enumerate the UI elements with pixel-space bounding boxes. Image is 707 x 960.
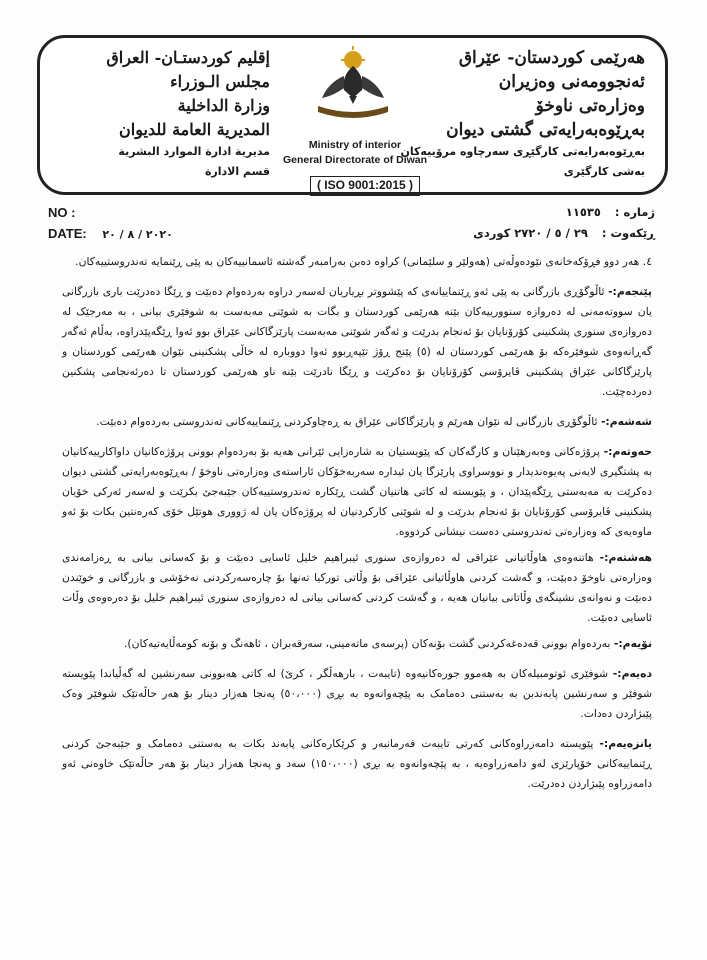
paragraph-9: [62, 634, 652, 654]
paragraph-7-label: حەوتەم:-: [603, 445, 652, 458]
number-value: ١١٥٣٥: [565, 205, 601, 219]
paragraph-11-text: پێویستە دامەزراوەکانی کەرتی تایبەت فەرمانبەر و کرێکارەکانی پابەند بکات بە بەستنی دەمامک و جێبەجێ کردنی ڕێنماییەکانی خۆپارێزی لەو دامەزراوەیە ، بە پێچەوانەوە بە بڕی (١٥٠،٠٠٠) سەد و پەنجا هەزار دینار بۆ هەر حاڵەتێک خاوەنی ئەو دامەزراوە پێبژاردن دەدرێت.: [62, 737, 652, 790]
paragraph-11-label: یانزەیەم:-: [599, 737, 652, 750]
paragraph-5-label: پێنجەم:-: [608, 285, 652, 298]
paragraph-7: [62, 442, 652, 542]
date-label: DATE:: [48, 226, 87, 241]
paragraph-8-text: هاتنەوەی هاوڵاتیانی عێراقی لە دەروازەی سنوری ئیبراهیم خلیل ئاسایی دەبێت و بۆ کەسانی بیانی بە ڕەزامەندی وەزارەتی ناوخۆ دەبێت، و گەشت کردنی هاوڵاتیانی عێراقی بۆ وڵاتی تورکیا تەنها بۆ چارەسەرکردنی نەخۆشی و بازرگانی و خوێندن دەبێت و نەوانەی نشینگەی وڵاتانی بیانیان هەیە ، و گەشت کردنی کەسانی بیانی لە دەروازەی سنوری ئیبراهیم خلیل بۆ دەرەوەی وڵات ئاسایی دەبێت.: [62, 551, 652, 624]
arabic-line-6: قسم الادارة: [204, 165, 270, 178]
no-label: NO :: [48, 205, 76, 220]
paragraph-6-label: شەشەم:-: [600, 415, 652, 428]
kurdish-line-6: بەشی کارگێری: [563, 165, 645, 178]
paragraph-10-label: دەیەم:-: [612, 667, 652, 680]
english-line-1: Ministry of interior: [308, 139, 402, 151]
kurdish-line-5: بەڕێوەبەرایەتی کارگێڕی سەرچاوە مرۆییەکان: [400, 145, 645, 158]
number-row: [473, 202, 655, 223]
paragraph-7-text: پرۆژەکانی وەبەرهێنان و کارگەکان کە پێویستیان بە شارەزایی ئێرانی هەیە بۆ بەردەوام بوونی پرۆژەکانیان داواکارییەکانیان بە پشتگیری لایەنی پەیوەندیدار و نووسراوی پارێزگا یان ئیدارە سەربەخۆکان ئاراستەی وەزارەتی ناوخۆ / بەڕێوەبەرایەتی گشتی دیوان دەکرێت بە مەبەستی ڕێگەپێدان ، و پێویستە لە کاتی هاتنیان گشت ڕێکارە تەندروستییەکان جێبەجێ بکرێت و لەسەر ئەرکی خۆیان پشکنینی ڤایرۆسی کۆرۆنایان بۆ ئەنجام بدرێت و لە شوێنی کارکردنیان لە پرۆژەکان یان لە ژووری هوتێل خۆی کەرەنتین بکات بۆ ئەو ماوەیەی کە وەزارەتی تەندروستی دەست نیشانی کردووە.: [62, 445, 652, 538]
arabic-line-4: المديرية العامة للديوان: [119, 120, 270, 139]
paragraph-5: [62, 282, 652, 402]
kurdish-line-2: ئەنجوومەنی وەزیران: [498, 72, 645, 92]
kurdish-date-row: [473, 223, 655, 244]
reference-kurdish: [473, 202, 655, 244]
paragraph-9-label: نۆیەم:-: [613, 637, 652, 650]
arabic-line-2: مجلس الـوزراء: [170, 72, 270, 91]
kurdistan-emblem-icon: [308, 46, 398, 124]
kurdish-date-value: ٢٩ / ٥ / ٢٧٢٠ کوردی: [473, 226, 588, 240]
letter-body: [62, 252, 652, 804]
iso-badge: ( ISO 9001:2015 ): [310, 176, 420, 196]
kurdish-line-3: وەزارەتی ناوخۆ: [535, 96, 645, 116]
reference-latin: [48, 202, 173, 245]
paragraph-11: [62, 734, 652, 794]
kurdish-date-label: ڕێکەوت :: [601, 226, 655, 240]
kurdish-line-4: بەڕێوەبەرایەتی گشتی دیوان: [446, 120, 645, 140]
number-label: ژمارە :: [614, 205, 655, 219]
english-letterhead: [275, 138, 435, 168]
english-line-2: General Directorate of Diwan: [282, 154, 428, 166]
kurdish-line-1: هەرێمی کوردستان- عێراق: [458, 48, 645, 68]
kurdish-letterhead: [400, 46, 645, 182]
date-row: [48, 223, 173, 245]
letterhead: [37, 35, 668, 195]
paragraph-8-label: هەشتەم:-: [599, 551, 652, 564]
paragraph-8: [62, 548, 652, 628]
paragraph-9-text: بەردەوام بوونی قەدەغەکردنی گشت بۆنەکان (پرسەی ماتەمینی، سەرقەبران ، ئاهەنگ و بۆنە کومەڵایەتیەکان).: [123, 637, 614, 650]
paragraph-5-text: ئاڵوگۆڕی بازرگانی بە پێی ئەو ڕێنماییانەی کە پێشووتر بڕیاریان لەسەر دراوە بەردەوام دەبێت و ڕێگا دەدرێت باری بازرگانی یان سووتەمەنی لە دەروازە سنوورییەکان بێنە هەرێمی کوردستان و بگات بە شوێنی مەبەست بە شوفێری بیانی ، بە مەرجێک لە دەروازەی سنوری پشکنینی کۆرۆنایان بۆ ئەنجام بدرێت و ئەگەر شوێنی مەبەست پارێزگاکانی عێراق بوو ئەوا ڕێگەپێدراوە، بەڵام ئەگەر گەڕانەوەی شوفێرەکە بۆ هەرێمی کوردستان لە (٥) پێنج ڕۆژ تێپەڕبوو ئەوا دووبارە لە خاڵی پشکنینی نێوان هەرێمی کوردستان و پارێزگاکانی عێراق پشکنینی ڤایرۆسی کۆرۆنایان بۆ دەکرێت و ڕێگا نادرێت بێنە ناو هەرێمی کوردستان تا دەرئەنجامی پشکنین دەردەچێت.: [62, 285, 653, 398]
paragraph-10-text: شوفێری ئوتومبیلەکان بە هەموو جورەکانیەوە (تایبەت ، بارهەڵگر ، کرێ) لە کاتی هەبوونی سەرنشین لە گەڵیاندا پێویستە شوفێر و سەرنشین پابەندبن بە بەستنی دەمامک بە پێچەوانەوە بە بڕی (٥٠،٠٠٠) پەنجا هەزار دینار بۆ هەر حاڵەتێک شوفێر وەک پێبژاردن دەدات.: [62, 667, 652, 720]
paragraph-4: ٤. هەر دوو فڕۆکەخانەی نێودەوڵەتی (هەولێر و سلێمانی) کراوە دەبن بەرامبەر گەشتە ئاسمانییەکان بە پێی ڕێنمایە تەندروستییەکان.: [75, 255, 652, 268]
paragraph-6-text: ئاڵوگۆڕی بازرگانی لە نێوان هەرێم و پارێزگاکانی عێراق بە ڕەچاوکردنی ڕێنماییەکانی تەندروستی بەردەوام دەبێت.: [96, 415, 601, 428]
date-value: ٢٠٢٠ / ٨ / ٢٠: [102, 228, 173, 241]
paragraph-6: [62, 412, 652, 432]
arabic-line-3: وزارة الداخلية: [177, 96, 270, 115]
paragraph-10: [62, 664, 652, 724]
arabic-line-1: إقليم كوردستـان- العراق: [106, 48, 270, 67]
arabic-line-5: مديرية ادارة الموارد البشرية: [118, 145, 270, 158]
arabic-letterhead: [80, 46, 270, 182]
